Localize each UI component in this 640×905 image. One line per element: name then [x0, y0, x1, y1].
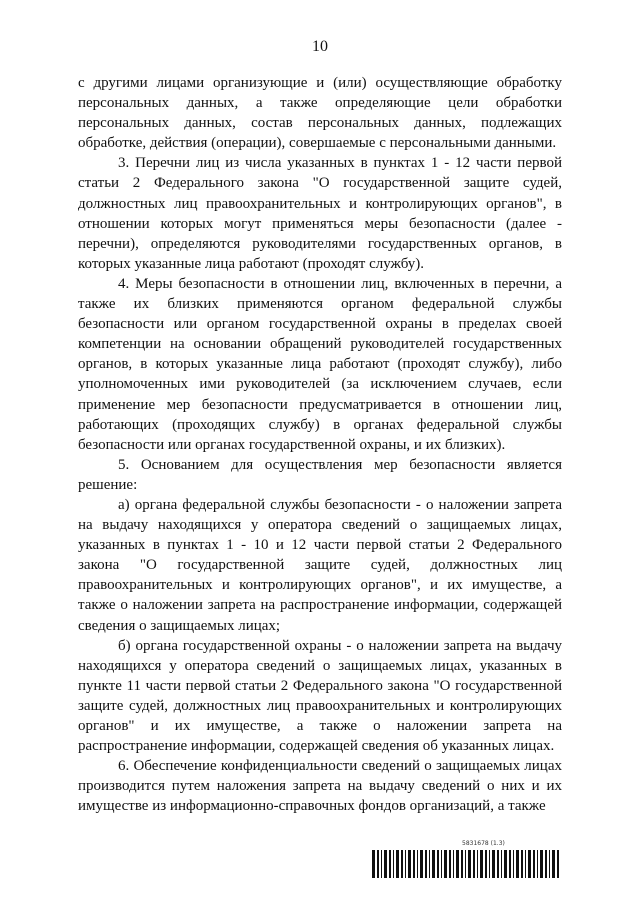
paragraph: б) органа государственной охраны - о наложении запрета на выдачу находящихся у оператора сведений о защищаемых лицах, указанных в пункте 11 части первой статьи 2 Федерального закона "О государственной защите судей, должностных лиц правоохранительных и контролирующих органов" и их имуществе, а также о наложении запрета на распространение информации, содержащей сведения об указанных лицах. — [78, 637, 562, 755]
paragraph: 6. Обеспечение конфиденциальности сведений о защищаемых лицах производится путем наложения запрета на выдачу сведений о них и их имуществе из информационно-справочных фондов организаций, а также — [78, 758, 562, 815]
page-number: 10 — [312, 38, 328, 55]
paragraph: с другими лицами организующие и (или) осуществляющие обработку персональных данных, а также определяющие цели обработки персональных данных, состав персональных данных, подлежащих обработке, действия (операции), совершаемые с персональными данными. — [78, 75, 562, 152]
paragraph: а) органа федеральной службы безопасности - о наложении запрета на выдачу находящихся у оператора сведений о защищаемых лицах, указанных в пунктах 1 - 10 и 12 части первой статьи 2 Федерального закона "О государственной защите судей, должностных лиц правоохранительных и контролирующих органов", и их имуществе, а также о наложении запрета на распространение информации, содержащей сведения о защищаемых лицах; — [78, 496, 562, 634]
paragraph: 4. Меры безопасности в отношении лиц, включенных в перечни, а также их близких применяются органом федеральной службы безопасности или органом государственной охраны в пределах своей компетенции на основании обращений руководителей государственных органов, в которых указанные лица работают (проходят службу), либо уполномоченных ими руководителей (за исключением случаев, если применение мер безопасности предусматривается в отношении лиц, работающих (проходящих службу) в органах федеральной службы безопасности или органах государственной охраны, и их близких). — [78, 275, 562, 453]
document-body — [78, 73, 562, 816]
paragraph: 3. Перечни лиц из числа указанных в пунктах 1 - 12 части первой статьи 2 Федерального закона "О государственной защите судей, должностных лиц правоохранительных и контролирующих органов", в отношении которых могут применяться меры безопасности (далее - перечни), определяются руководителями государственных органов, в которых указанные лица работают (проходят службу). — [78, 155, 562, 272]
barcode-label: 5831678 (1.3) — [462, 840, 505, 847]
paragraph: 5. Основанием для осуществления мер безопасности является решение: — [78, 456, 562, 493]
barcode-icon — [372, 850, 560, 878]
